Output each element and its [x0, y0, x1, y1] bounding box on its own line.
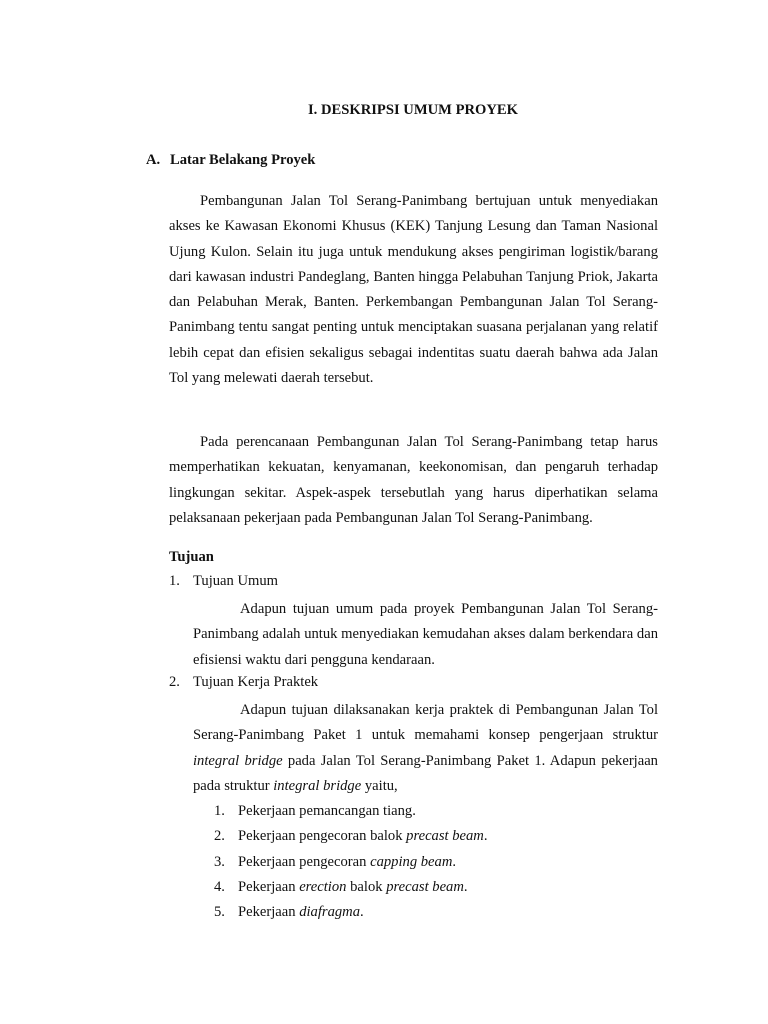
list-number: 3.	[214, 853, 225, 870]
section-number: A.	[146, 152, 161, 168]
list-item	[214, 875, 488, 900]
item-number: 1.	[169, 573, 180, 589]
tujuan-umum-text: Adapun tujuan umum pada proyek Pembangunan Jalan Tol Serang-Panimbang adalah untuk menyediakan kemudahan akses dalam berkendara dan efisiensi waktu dari pengguna kendaraan.	[193, 601, 658, 668]
italic-term: integral bridge	[193, 752, 283, 769]
list-item	[214, 850, 488, 875]
italic-term: erection	[299, 878, 347, 895]
paragraph-background: Pembangunan Jalan Tol Serang-Panimbang bertujuan untuk menyediakan akses ke Kawasan Ekonomi Khusus (KEK) Tanjung Lesung dan Taman Nasional Ujung Kulon. Selain itu juga untuk mendukung akses pengiriman logistik/barang dari kawasan industri Pandeglang, Banten hingga Pelabuhan Tanjung Priok, Jakarta dan Pelabuhan Merak, Banten. Perkembangan Pembangunan Jalan Tol Serang-Panimbang tentu sangat penting untuk menciptakan suasana perjalanan yang relatif lebih cepat dan efisien sekaligus sebagai indentitas suatu daerah bahwa ada Jalan Tol yang melewati daerah tersebut.	[169, 193, 658, 387]
paragraph-planning: Pada perencanaan Pembangunan Jalan Tol Serang-Panimbang tetap harus memperhatikan kekuatan, kenyamanan, keekonomisan, dan pengaruh terhadap lingkungan sekitar. Aspek-aspek tersebutlah yang harus diperhatikan selama pelaksanaan pekerjaan pada Pembangunan Jalan Tol Serang-Panimbang.	[169, 434, 658, 526]
list-item	[214, 824, 488, 849]
text-run: Pekerjaan pengecoran balok	[238, 828, 407, 845]
text-run: Pekerjaan	[238, 904, 300, 921]
text-run: Adapun tujuan dilaksanakan kerja praktek di Pembangunan Jalan Tol Serang-Panimbang Paket 1 untuk memahami konsep pengerjaan struktur	[193, 702, 658, 744]
section-heading	[146, 152, 315, 169]
text-run: Pekerjaan pengecoran	[238, 853, 371, 870]
italic-term: integral bridge	[273, 777, 362, 794]
item-number: 2.	[169, 674, 180, 690]
list-number: 5.	[214, 904, 225, 921]
list-item	[214, 799, 488, 824]
text-run: .	[360, 904, 364, 921]
text-run: pada Jalan Tol Serang-Panimbang Paket 1. Adapun pekerjaan pada struktur	[193, 752, 658, 794]
italic-term: diafragma	[299, 904, 360, 921]
italic-term: precast beam	[386, 878, 464, 895]
list-item-tujuan-umum	[169, 573, 278, 590]
text-run: .	[483, 828, 488, 845]
text-run: .	[452, 853, 457, 870]
text-run: yaitu,	[361, 777, 398, 794]
list-number: 1.	[214, 803, 225, 819]
text-run: Pekerjaan	[238, 878, 300, 895]
item-label: Tujuan Kerja Praktek	[193, 674, 319, 690]
text-run: balok	[346, 878, 387, 895]
item-label: Tujuan Umum	[193, 573, 279, 589]
list-number: 2.	[214, 828, 225, 845]
works-list	[214, 799, 488, 925]
tujuan-kerja-praktek-text	[193, 698, 658, 799]
list-item-tujuan-kerja-praktek	[169, 674, 318, 691]
italic-term: capping beam	[370, 853, 453, 870]
list-number: 4.	[214, 878, 225, 895]
page-title: I. DESKRIPSI UMUM PROYEK	[308, 102, 518, 118]
text-run: Pekerjaan pemancangan tiang.	[238, 803, 416, 819]
section-title: Latar Belakang Proyek	[170, 152, 316, 168]
tujuan-heading: Tujuan	[169, 549, 214, 565]
italic-term: precast beam	[406, 828, 484, 845]
text-run: .	[463, 878, 468, 895]
list-item	[214, 900, 488, 925]
